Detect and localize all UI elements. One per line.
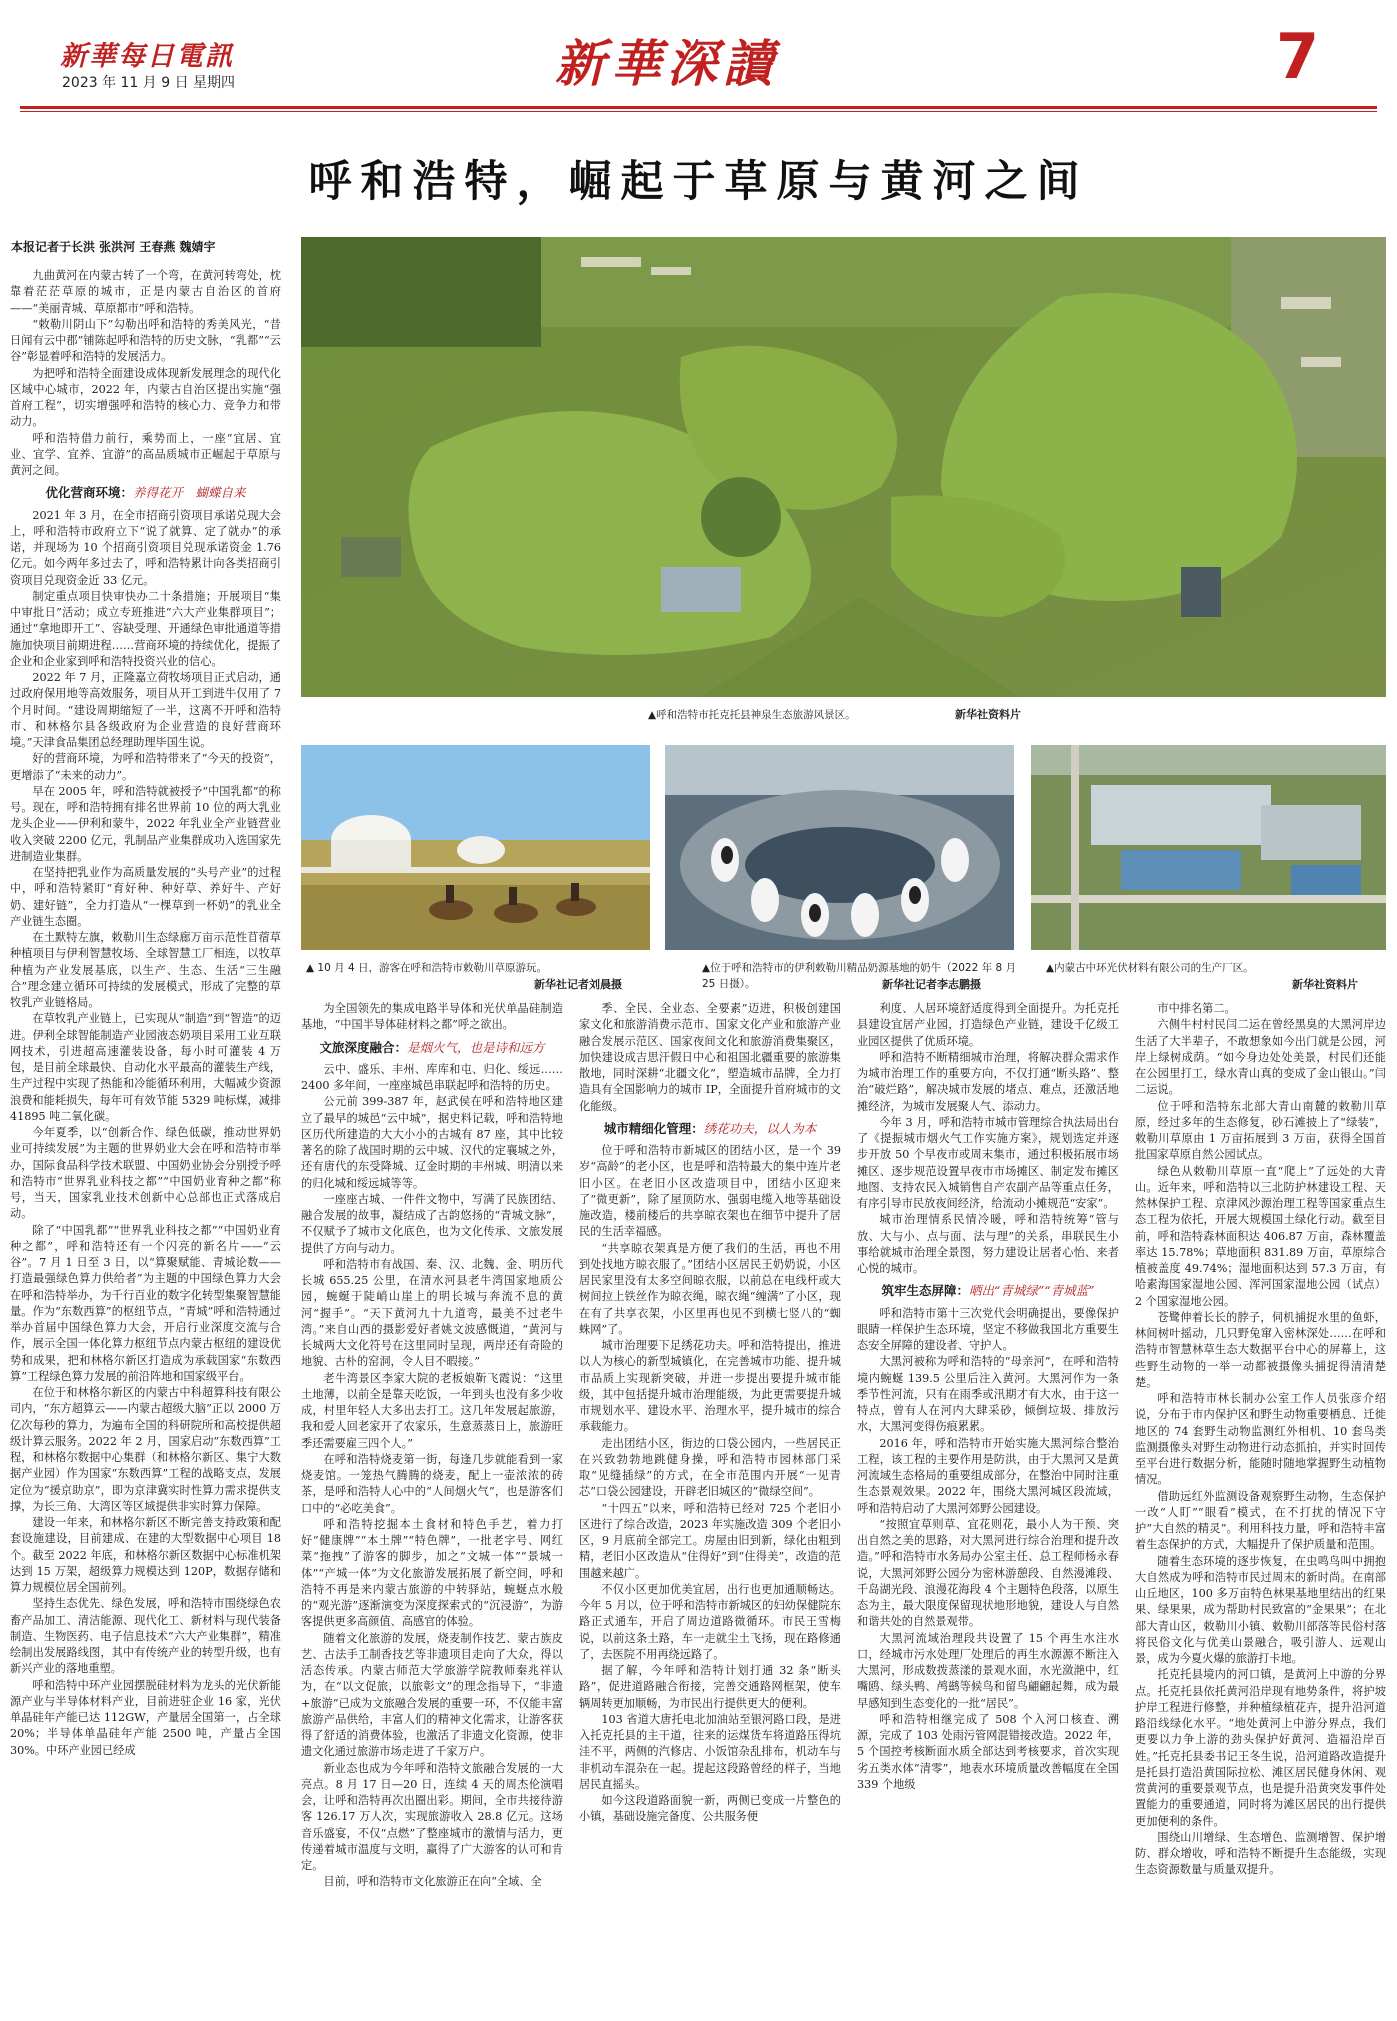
byline: 本报记者于长洪 张洪河 王春燕 魏婧宇 — [11, 240, 216, 254]
section-heading-subtitle: 养得花开 蝴蝶自来 — [133, 485, 246, 501]
section-heading — [10, 485, 281, 501]
section-heading — [301, 1040, 563, 1056]
article-column-1 — [10, 268, 281, 2013]
paragraph: 为把呼和浩特全面建设成体现新发展理念的现代化区域中心城市，2022 年，内蒙古自治区提出实施“强首府工程”，切实增强呼和浩特的核心力、竞争力和带动力。 — [10, 366, 281, 429]
paragraph: 如今这段道路面貌一新，两侧已变成一片整色的小镇，基础设施完备度、公共服务便 — [579, 1794, 841, 1824]
main-photo-credit: 新华社资料片 — [955, 708, 1021, 721]
paper-logo: 新華每日電訊 — [60, 41, 234, 72]
paragraph: 呼和浩特中环产业园摆脱硅材料为龙头的光伏新能源产业与半导体材料产业，目前进驻企业 16 家，光伏单晶硅年产能已达 112GW，产量居全国第一，占全球 20%；半导体单晶硅年产能 2500 吨，产量占全国 30%。中环产业园已经成 — [10, 1678, 281, 1757]
section-heading-title: 优化营商环境： — [45, 485, 133, 501]
article-column-3 — [579, 1001, 841, 2013]
paragraph: 今年夏季，以“创新合作、绿色低碳，推动世界奶业可持续发展”为主题的世界奶业大会在呼和浩特市举办，国际食品科学技术联盟、中国奶业协会分别授予呼和浩特市“世界乳业科技之都”“中国奶业育种之都”称号，当天，国家乳业技术创新中心总部也正式落成启动。 — [10, 1126, 281, 1221]
aerial-scenic-area-image — [301, 237, 1386, 697]
paragraph: 不仅小区更加优美宜居，出行也更加通顺畅达。今年 5 月以，位于呼和浩特市新城区的妇幼保健院东路正式通车，开启了周边道路微循环。市民王雪梅说，以前这条土路，车一走就尘土飞扬，现在路修通了，去医院不用再绕远路了。 — [579, 1582, 841, 1661]
paragraph: 城市治理要下足绣花功夫。呼和浩特提出，推进以人为核心的新型城镇化，在完善城市功能、提升城市品质上实现新突破，并进一步提出要提升城市能级，其中包括提升城市治理能级，为此更需要提升城市规划水平、建设水平、治理水平，提升城市的综合承载能力。 — [579, 1339, 841, 1434]
paragraph: 一座座古城、一件件文物中，写满了民族团结、融合发展的故事，凝结成了古韵悠扬的“青城文脉”，不仅赋予了城市文化底色，也为文化传承、文旅发展提供了方向与动力。 — [301, 1192, 563, 1255]
header-rule — [20, 106, 1377, 109]
paragraph: 呼和浩特借力前行，乘势而上，一座“宜居、宜业、宜学、宜养、宜游”的高品质城市正崛起于草原与黄河之间。 — [10, 431, 281, 477]
paragraph: 好的营商环境，为呼和浩特带来了“今天的投资”，更增添了“未来的动力”。 — [10, 752, 281, 782]
paragraph: 九曲黄河在内蒙古转了一个弯，在黄河转弯处，枕靠着茫茫草原的城市，正是内蒙古自治区的首府——“美丽青城、草原都市”呼和浩特。 — [10, 269, 281, 315]
paragraph: 市中排名第二。 — [1157, 1002, 1236, 1015]
paragraph: 在坚持把乳业作为高质量发展的“头号产业”的过程中，呼和浩特紧盯“育好种、种好草、养好牛、产好奶、建好链”，全力打造从“一棵草到一杯奶”的乳业全产业链生态圈。 — [10, 866, 281, 928]
paragraph: “敕勒川阴山下”勾勒出呼和浩特的秀美风光，“昔日闻有云中郡”铺陈起呼和浩特的历史文脉，“乳都”“云谷”彰显着呼和浩特的发展活力。 — [10, 317, 281, 364]
factory-caption: ▲内蒙古中环光伏材料有限公司的生产厂区。 — [1046, 962, 1254, 974]
paragraph: 借助远红外监测设备观察野生动物，生态保护一改“人盯”“眼看”模式，在不打扰的情况下守护“大自然的精灵”。利用科技力量，呼和浩特丰富着生态保护的方式，大幅提升了保护质量和范围。 — [1135, 1489, 1386, 1552]
dairy-credit: 新华社记者李志鹏摄 — [882, 978, 981, 991]
paragraph: 位于呼和浩特市新城区的团结小区，是一个 39 岁“高龄”的老小区，也是呼和浩特最大的集中连片老旧小区。在老旧小区改造项目中，团结小区迎来了“微更新”，除了屋顶防水、强弱电缆入地等基础设施改造，楼前楼后的共享晾衣架也在细节中提升了居民的生活幸福感。 — [579, 1144, 841, 1239]
paragraph: 呼和浩特市有战国、秦、汉、北魏、金、明历代长城 655.25 公里，在清水河县老牛湾国家地质公园，蜿蜒于陡峭山崖上的明长城与奔流不息的黄河“握手”。“天下黄河九十九道弯，最美不过老牛湾。”来自山西的摄影爱好者姚文波感慨道，“黄河与长城两大文化符号在这里同时呈现，两岸还有奇险的地貌、古朴的窑洞，令人目不暇接。” — [301, 1257, 563, 1369]
paragraph: 呼和浩特挖掘本土食材和特色手艺，着力打好“健康牌”“本土牌”“特色牌”，一批老字号、网红菜“拖拽”了游客的脚步，加之“文城一体”“景城一体”“产城一体”为文化旅游发展拓展了新空间，呼和浩特不再是来内蒙古旅游的中转驿站，蜿蜒点水般的“观光游”逐渐演变为深度探索式的“沉浸游”，为游客提供更多高颜值、高感官的体验。 — [301, 1517, 563, 1629]
paragraph: 在呼和浩特烧麦第一街，每逢几步就能看到一家烧麦馆。一笼热气腾腾的烧麦，配上一壶浓浓的砖茶，是呼和浩特人心中的“人间烟火气”，也是游客们口中的“必吃美食”。 — [301, 1452, 563, 1515]
grassland-credit: 新华社记者刘晨摄 — [534, 978, 622, 991]
paragraph: 新业态也成为今年呼和浩特文旅融合发展的一大亮点。8 月 17 日—20 日，连续 4 天的周杰伦演唱会，让呼和浩特再次出圈出彩。期间，全市共接待游客 126.17 万人次，实现旅游收入 28.8 亿元。这场音乐盛宴，不仅“点燃”了整座城市的激情与活力，更传递着城市温度与文明，赢得了广大游客的认可和肯定。 — [301, 1761, 563, 1872]
grassland-caption: ▲ 10 月 4 日，游客在呼和浩特市敕勒川草原游玩。 — [306, 962, 547, 974]
paragraph: 103 省道大唐托电北加油站至银河路口段，是进入托克托县的主干道，往来的运煤货车将道路压得坑洼不平，两侧的汽修店、小饭馆杂乱排布，机动车与非机动车混杂在一起。提起这段路曾经的样子，当地居民直摇头。 — [579, 1712, 841, 1791]
paragraph: 在草牧乳产业链上，已实现从“制造”到“智造”的迈进。伊利全球智能制造产业园液态奶项目采用工业互联网技术，引进超高速灌装设备，每小时可灌装 4 万包，是目前全球最快、自动化水平最高的灌装生产线，生产过程中实现了热能和冷能循环利用，大幅减少资源浪费和能耗损失，每年可有效节能 5329 吨标煤，减排 41895 吨二氧化碳。 — [10, 1012, 281, 1123]
paragraph: 据了解，今年呼和浩特计划打通 32 条“断头路”，促进道路融合衔接，完善交通路网框架，使车辆周转更加顺畅，为市民出行提供更大的便利。 — [579, 1664, 841, 1710]
paragraph: 六侧牛村村民闫二运在曾经黑臭的大黑河岸边生活了大半辈子，不敢想象如今出门就是公园，河岸上绿树成荫。“如今身边处处美景，村民们还能在公园里打工，绿水青山真的变成了金山银山。”闫二运说。 — [1135, 1018, 1386, 1097]
main-photo-caption: ▲呼和浩特市托克托县神泉生态旅游风景区。 — [648, 709, 856, 721]
paragraph: 今年 3 月，呼和浩特市城市管理综合执法局出台了《提振城市烟火气工作实施方案》，规划选定并逐步开放 50 个早夜市或周末集市，通过积极拓展市场摊区、逐步规范设置早夜市市场摊区、制定发布摊区地图、支持农民入城销售自产农副产品等重点任务，有序引导市民放夜间经济，给流动小摊规范“安家”。 — [857, 1115, 1119, 1210]
paragraph: 利度、人居环境舒适度得到全面提升。为托克托县建设宜居产业园，打造绿色产业链，建设千亿级工业园区提供了优质环境。 — [857, 1002, 1119, 1048]
dateline: 2023 年 11 月 9 日 星期四 — [62, 75, 236, 91]
paragraph: 早在 2005 年，呼和浩特就被授予“中国乳都”的称号。现在，呼和浩特拥有排名世界前 10 位的两大乳业龙头企业——伊利和蒙牛，2022 年乳业全产业链营业收入突破 2200 亿元，乳制品产业集群成功入选国家先进制造业集群。 — [10, 784, 281, 863]
paragraph: 绿色从敕勒川草原一直“爬上”了远处的大青山。近年来，呼和浩特以三北防护林建设工程、天然林保护工程、京津风沙源治理工程等国家重点生态工程为依托，开展大规模国土绿化行动。截至目前，呼和浩特森林面积达 406.87 万亩，森林覆盖率达 15.78%；草地面积 831.89 万亩，草原综合植被盖度 49.74%；湿地面积达到 57.3 万亩，有哈素海国家湿地公园、浑河国家湿地公园（试点）2 个国家湿地公园。 — [1135, 1164, 1386, 1308]
section-title: 新華深讀 — [555, 34, 779, 93]
paragraph: 位于呼和浩特东北部大青山南麓的敕勒川草原，经过多年的生态修复，砂石滩披上了“绿装”，敕勒川草原由 1 万亩拓展到 3 万亩，获得全国首批国家草原自然公园试点。 — [1135, 1099, 1386, 1162]
page-number: 7 — [1276, 20, 1320, 93]
section-heading-title: 文旅深度融合： — [319, 1039, 407, 1055]
paragraph: “十四五”以来，呼和浩特已经对 725 个老旧小区进行了综合改造，2023 年实施改造 309 个老旧小区，9 月底前全部完工。房屋由旧到新，绿化由粗到精，老旧小区改造从“住得好”到“住得美”，改造的范围越来越广。 — [579, 1501, 841, 1580]
grassland-camel-image — [301, 745, 650, 950]
paragraph: 呼和浩特相继完成了 508 个入河口核查、溯源，完成了 103 处雨污管网混错接改造。2022 年，5 个国控考核断面水质全部达到考核要求，首次实现劣五类水体“清零”，地表水环境质量改善幅度在全国 339 个地级 — [857, 1712, 1119, 1791]
paragraph: 公元前 399-387 年，赵武侯在呼和浩特地区建立了最早的城邑“云中城”，据史料记载，呼和浩特地区历代所建造的大大小小的古城有 87 座，其中比较著名的除了战国时期的云中城、汉代的定襄城之外，还有唐代的东受降城、辽金时期的丰州城、明清以来的归化城和绥远城等等。 — [301, 1095, 563, 1190]
paragraph: 老牛湾景区李家大院的老板娘靳飞霞说：“这里土地薄，以前全是靠天吃饭，一年到头也没有多少收成，村里年轻人大多出去打工。这几年发展起旅游，我和爱人回老家开了农家乐，生意蒸蒸日上，旅游旺季还需要雇三四个人。” — [301, 1371, 563, 1450]
paragraph: 2022 年 7 月，正隆嘉立荷牧场项目正式启动，通过政府保用地等高效服务，项目从开工到进牛仅用了 7 个月时间。“建设周期缩短了一半，这离不开呼和浩特市、和林格尔县各级政府为企业营造的良好营商环境。”天津食品集团总经理助理毕国生说。 — [10, 671, 281, 749]
headline: 呼和浩特，崛起于草原与黄河之间 — [308, 157, 1089, 207]
paragraph: 苍鹭伸着长长的脖子，伺机捕捉水里的鱼虾，林间树叶摇动，几只野兔窜入密林深处……在呼和浩特市智慧林草生态大数据平台中心的屏幕上，这些野生动物的一举一动都被摄像头捕捉得清清楚楚。 — [1135, 1310, 1386, 1389]
paragraph: 在位于和林格尔新区的内蒙古中科超算科技有限公司内，“东方超算云——内蒙古超级大脑”正以 2000 万亿次每秒的算力，为遍布全国的科研院所和高校提供超级计算云服务。2022 年 2 月，国家启动“东数西算”工程，和林格尔数据中心集群（和林格尔新区、集宁大数据产业园）作为国家“东数西算”工程的战略支点，发展定位为“援京助京”，即为京津冀实时性算力需求提供支撑，为长三角、大湾区等区域提供非实时算力保障。 — [10, 1386, 281, 1513]
section-heading-subtitle: 晒出“青城绿”“青城蓝” — [968, 1283, 1095, 1299]
paragraph: 走出团结小区，街边的口袋公园内，一些居民正在兴致勃勃地跳健身操，呼和浩特市园林部门采取“见缝插绿”的方式，在全市范围内开展“一见青芯”口袋公园建设，开辟老旧城区的“微绿空间”。 — [579, 1436, 841, 1499]
paragraph: 在土默特左旗，敕勒川生态绿廊万亩示范性苜蓿草种植项目与伊利智慧牧场、全球智慧工厂相连，以牧草种植为产业发展基底，以生产、生态、生活“三生融合”理念建立循环可持续的发展模式，形成了完整的草牧乳产业链格局。 — [10, 931, 281, 1009]
section-heading — [857, 1283, 1119, 1299]
paragraph: 季、全民、全业态、全要素”迈进，积极创建国家文化和旅游消费示范市、国家文化产业和旅游产业融合发展示范区、国家夜间文化和旅游消费集聚区，加快建设成吉思汗假日中心和祖国北疆重要的旅游集散地，同时深耕“北疆文化”，塑造城市品牌，全力打造具有全国影响力的城市 IP，全面提升首府城市的文化能级。 — [579, 1002, 841, 1113]
paragraph: “共享晾衣架真是方便了我们的生活，再也不用到处找地方晾衣服了。”团结小区居民王奶奶说，小区居民家里没有太多空间晾衣服，以前总在电线杆或大树间拉上铁丝作为晾衣绳，晾衣绳“缠满”了小区，现在有了共享衣架，小区里再也见不到横七竖八的“蜘蛛网”了。 — [579, 1241, 841, 1336]
paragraph: 大黑河流域治理段共设置了 15 个再生水注水口，经城市污水处理厂处理后的再生水源源不断注入大黑河，形成数拨蒸漾的景观水面，水光潋滟中，红嘴鸥、绿头鸭、鸬鹚等候鸟和留鸟翩翩起舞，成为最早感知到生态变化的一批“居民”。 — [857, 1631, 1119, 1710]
paragraph: 建设一年来，和林格尔新区不断完善支持政策和配套设施建设，目前建成、在建的大型数据中心项目 18 个。截至 2022 年底，和林格尔新区数据中心标准机架达到 15 万架，超级算力规模达到 120P，数据存储和算力规模位居全国前列。 — [10, 1516, 281, 1594]
article-column-4 — [857, 1001, 1119, 2013]
paragraph: 坚持生态优先、绿色发展，呼和浩特市围绕绿色农畜产品加工、清洁能源、现代化工、新材料与现代装备制造、生物医药、电子信息技术“六大产业集群”，精准绘制出发展路线图，其中有传统产业的转型升级，也有新兴产业的落地重塑。 — [10, 1597, 281, 1676]
paragraph: 随着文化旅游的发展，烧麦制作技艺、蒙古族皮艺、古法手工制香技艺等非遗项目走向了大众，得以活态传承。内蒙古师范大学旅游学院教师秦兆祥认为，在“以文促旅，以旅彰文”的理念指导下，“非遗+旅游”已成为文旅融合发展的重要一环，不仅能丰富旅游产品供给，丰富人们的精神文化需求，让游客获得了舒适的消费体验，也激活了非遗文化资源，使非遗文化通过旅游市场走进了千家万户。 — [301, 1631, 563, 1759]
paragraph: 呼和浩特不断精细城市治理，将解决群众需求作为城市治理工作的重要方向，不仅打通“断头路”、整治“破烂路”，解决城市发展的堵点、难点，还激活地摊经济，为城市发展聚人气、添动力。 — [857, 1050, 1119, 1113]
main-photo — [301, 237, 1386, 697]
paragraph: “按照宜草则草、宜花则花，最小人为干预、突出自然之美的思路，对大黑河进行综合治理和提升改造。”呼和浩特市水务局办公室主任、总工程师杨永春说，大黑河郊野公园分为密林游憩段、自然漫滩段、千岛湖光段、浪漫花海段 4 个主题特色段落，以原生态为主，最大限度保留现状地形地貌，建设人与自然和谐共处的自然景观带。 — [857, 1517, 1119, 1629]
paragraph: 目前，呼和浩特市文化旅游正在向“全域、全 — [323, 1875, 542, 1889]
section-heading-title: 筑牢生态屏障： — [881, 1283, 969, 1299]
paragraph: 2021 年 3 月，在全市招商引资项目承诺兑现大会上，呼和浩特市政府立下“说了就算、定了就办”的承诺，并现场为 10 个招商引资项目兑现承诺资金 1.76 亿元。如今两年多过去了，呼和浩特累计向各类招商引资项目兑现资金近 33 亿元。 — [10, 508, 281, 587]
dairy-caption: ▲位于呼和浩特市的伊利敕勒川精品奶源基地的奶牛（2022 年 8 月 25 日摄）。 — [702, 962, 1016, 990]
paragraph: 围绕山川增绿、生态增色、监测增智、保护增防、群众增收，呼和浩特不断提升生态能级，实现生态资源数量与质量双提升。 — [1135, 1830, 1386, 1877]
paragraph: 呼和浩特市林长制办公室工作人员张彦介绍说，分布于市内保护区和野生动物重要栖息、迁徙地区的 74 套野生动物监测红外相机、10 套鸟类监测摄像头对野生动物进行动态抓拍，并实时回传至平台进行数据分析，能随时随地掌握野生动植物情况。 — [1135, 1392, 1386, 1487]
section-heading-subtitle: 是烟火气，也是诗和远方 — [407, 1039, 545, 1055]
section-heading — [579, 1121, 841, 1137]
paragraph: 2016 年，呼和浩特市开始实施大黑河综合整治工程，该工程的主要作用是防洪，由于大黑河又是黄河流域生态格局的重要组成部分，在整治中同时注重生态景观效果。2022 年，围绕大黑河城区段流域，呼和浩特启动了大黑河郊野公园建设。 — [857, 1436, 1119, 1515]
paragraph: 除了“中国乳都”“世界乳业科技之都”“中国奶业育种之都”，呼和浩特还有一个闪亮的新名片——“云谷”。7 月 1 日至 3 日，以“算聚赋能、青城论数——打造最强绿色算力供给者”为主题的中国绿色算力大会在呼和浩特举办，为千行百业的数字化转型集聚智慧能量。作为“东数西算”的枢纽节点，“青城”呼和浩特通过举办首届中国绿色算力大会，开启行业深度交流与合作，展示全国一体化算力枢纽节点内蒙古枢纽的建设优势和成果，把和林格尔新区打造成为承载国家“东数西算”工程绿色算力发展的前沿阵地和国家级平台。 — [10, 1223, 281, 1383]
paragraph: 云中、盛乐、丰州、库库和屯、归化、绥远……2400 多年间，一座座城邑串联起呼和浩特的历史。 — [301, 1062, 563, 1092]
solar-factory-image — [1031, 745, 1386, 950]
rotary-milking-image — [665, 745, 1014, 950]
article-column-5 — [1135, 1001, 1386, 2013]
section-heading-title: 城市精细化管理： — [603, 1120, 704, 1136]
paragraph: 城市治理情系民情冷暖，呼和浩特统筹“管与放、大与小、点与面、法与理”的关系，串联民生小事给就城市治理全景图，努力建设让居者心怡、来者心悦的城市。 — [857, 1213, 1119, 1275]
paragraph: 托克托县境内的河口镇，是黄河上中游的分界点。托克托县依托黄河沿岸现有地势条件，将护坡护岸工程进行修整，并种植绿植花卉，提升沿河道路沿线绿化水平。“地处黄河上中游分界点，我们更要以力争上游的劲头保护好黄河、造福沿岸百姓。”托克托县委书记王冬生说，沿河道路改造提升是托县打造沿黄国际拉松、滩区居民健身休闲、观赏黄河的重要景观节点，也是提升沿黄突发事件处置能力的重要通道，同时将为滩区居民的出行提供更加便利的条件。 — [1135, 1668, 1386, 1828]
paragraph: 为全国领先的集成电路半导体和光伏单晶硅制造基地，“中国半导体硅材料之都”呼之欲出。 — [301, 1002, 563, 1032]
paragraph: 随着生态环境的逐步恢复，在虫鸣鸟叫中拥抱大自然成为呼和浩特市民过周末的新时尚。在南部山丘地区，100 多万亩特色林果基地里结出的红果果、绿果果，成为帮助村民致富的“金果果”；在北部大青山区，敕勒川小镇、敕勒川部落等民俗村落将民俗文化与优美山景融合，吸引游人、远观山景，成为今夏火爆的旅游打卡地。 — [1135, 1554, 1386, 1665]
factory-photo — [1031, 745, 1386, 950]
header-rule-thin — [20, 111, 1377, 112]
section-heading-subtitle: 绣花功夫，以人为本 — [703, 1120, 817, 1136]
paragraph: 大黑河被称为呼和浩特的“母亲河”，在呼和浩特境内蜿蜒 139.5 公里后注入黄河。大黑河作为一条季节性河流，只有在雨季或汛期才有大水，由于这一特点，曾有人在河内大肆采砂，倾倒垃圾、排放污水，大黑河变得伤痕累累。 — [857, 1355, 1119, 1434]
grassland-photo — [301, 745, 650, 950]
factory-credit: 新华社资料片 — [1292, 978, 1358, 991]
paragraph: 呼和浩特市第十三次党代会明确提出，要像保护眼睛一样保护生态环境，坚定不移做我国北方重要生态安全屏障的建设者、守护人。 — [857, 1306, 1119, 1352]
dairy-photo — [665, 745, 1014, 950]
article-column-2 — [301, 1001, 563, 2013]
paragraph: 制定重点项目快审快办二十条措施；开展项目“集中审批日”活动；成立专班推进“六大产业集群项目”；通过“拿地即开工”、容缺受理、开通绿色审批通道等措施加快项目前期进程……营商环境的持续优化，提振了企业和企业家到呼和浩特投资兴业的信心。 — [10, 589, 281, 668]
